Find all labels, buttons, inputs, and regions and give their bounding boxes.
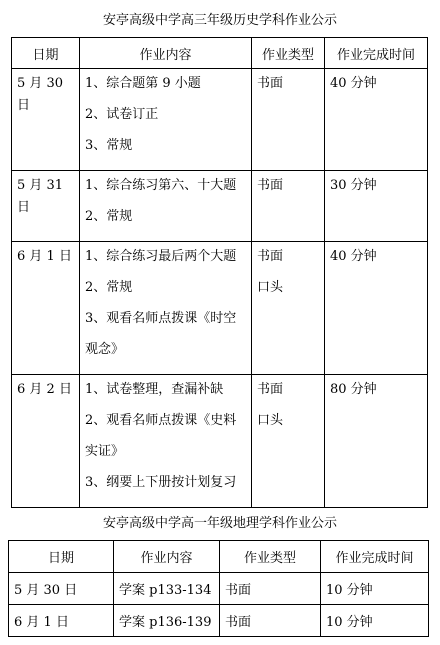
row-time: 30 分钟 [325,171,428,242]
table2-title: 安亭高级中学高一年级地理学科作业公示 [102,516,337,531]
row-type: 书面 口头 [252,375,325,508]
row-time: 10 分钟 [321,605,429,637]
row-date: 5 月 31 日 [12,171,80,242]
geography-homework-table [8,540,429,637]
header-content: 作业内容 [80,38,252,69]
table-header-row [9,541,429,573]
row-time: 10 分钟 [321,573,429,605]
content-line: 3、纲要上下册按计划复习 [85,475,237,490]
header-time: 作业完成时间 [325,38,428,69]
header-content: 作业内容 [114,541,220,573]
header-type: 作业类型 [252,38,325,69]
row-type: 书面 [252,69,325,171]
row-type: 书面 [252,171,325,242]
row-time: 40 分钟 [325,242,428,375]
row-type: 书面 [220,573,321,605]
table-row [12,69,428,171]
row-type: 书面 [220,605,321,637]
content-line: 3、常规 [85,138,133,153]
content-line: 1、试卷整理，查漏补缺 [85,382,224,397]
table1-title: 安亭高级中学高三年级历史学科作业公示 [102,13,337,28]
row-content [80,171,252,242]
row-content [80,242,252,375]
table-row [12,242,428,375]
row-content: 学案 p136-139 [114,605,220,637]
table-row [12,375,428,508]
header-time: 作业完成时间 [321,541,429,573]
header-date: 日期 [12,38,80,69]
header-type: 作业类型 [220,541,321,573]
table-row [12,171,428,242]
content-line: 实证》 [85,444,125,459]
row-time: 80 分钟 [325,375,428,508]
history-homework-table [11,37,428,508]
content-line: 1、综合练习第六、十大题 [85,178,237,193]
content-line: 2、观看名师点拨课《史料 [85,413,237,428]
row-time: 40 分钟 [325,69,428,171]
row-date: 5 月 30 日 [9,573,114,605]
content-line: 2、常规 [85,209,133,224]
content-line: 3、观看名师点拨课《时空 [85,311,237,326]
row-date: 5 月 30 日 [12,69,80,171]
table-row [9,573,429,605]
content-line: 1、综合练习最后两个大题 [85,249,237,264]
row-date: 6 月 1 日 [12,242,80,375]
content-line: 1、综合题第 9 小题 [85,76,201,91]
row-content: 学案 p133-134 [114,573,220,605]
content-line: 观念》 [85,342,125,357]
row-content [80,69,252,171]
content-line: 2、常规 [85,280,133,295]
row-date: 6 月 1 日 [9,605,114,637]
header-date: 日期 [9,541,114,573]
row-type: 书面 口头 [252,242,325,375]
row-date: 6 月 2 日 [12,375,80,508]
content-line: 2、试卷订正 [85,107,159,122]
table-row [9,605,429,637]
row-content [80,375,252,508]
table-header-row [12,38,428,69]
